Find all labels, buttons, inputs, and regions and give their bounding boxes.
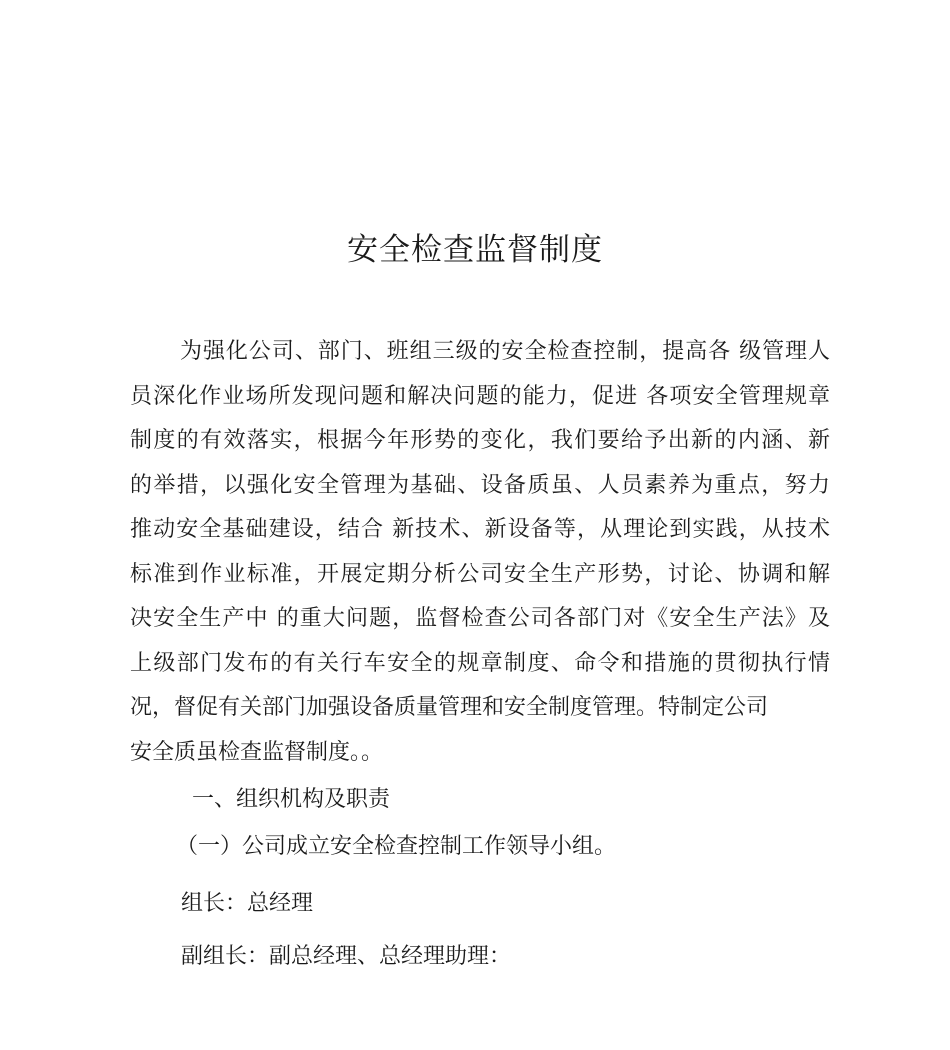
paragraph-line: 制度的有效落实，根据今年形势的变化，我们要给予出新的内涵、新: [130, 428, 830, 453]
paragraph-line: 为强化公司、部门、班组三级的安全检查控制，提高各 级管理人: [180, 339, 830, 364]
paragraph-line: 员深化作业场所发现问题和解决问题的能力，促进 各项安全管理规章: [130, 383, 830, 409]
paragraph-line: 标准到作业标准，开展定期分析公司安全生产形势，讨论、协调和解: [130, 561, 830, 587]
paragraph-line: 决安全生产中 的重大问题，监督检查公司各部门对《安全生产法》及: [130, 606, 830, 631]
leader-line: 组长：总经理: [181, 891, 314, 916]
paragraph-line: 安全质虽检查监督制度。。: [130, 739, 384, 765]
paragraph-line: 的举措，以强化安全管理为基础、设备质虽、人员素养为重点，努力: [130, 472, 830, 498]
paragraph-line: 况，督促有关部门加强设备质量管理和安全制度管理。特制定公司: [130, 695, 769, 720]
deputy-leader-line: 副组长：副总经理、总经理助理：: [181, 944, 512, 969]
document-title: 安全检查监督制度: [347, 232, 603, 268]
paragraph-line: 上级部门发布的有关行车安全的规章制度、命令和措施的贯彻执行情: [130, 650, 830, 676]
subsection-heading: （一）公司成立安全检查控制工作领导小组。: [176, 834, 617, 859]
section-heading: 一、组织机构及职责: [192, 787, 391, 812]
paragraph-line: 推动安全基础建设，结合 新技术、新设备等，从理论到实践，从技术: [130, 517, 830, 542]
intro-paragraph: [130, 330, 830, 775]
